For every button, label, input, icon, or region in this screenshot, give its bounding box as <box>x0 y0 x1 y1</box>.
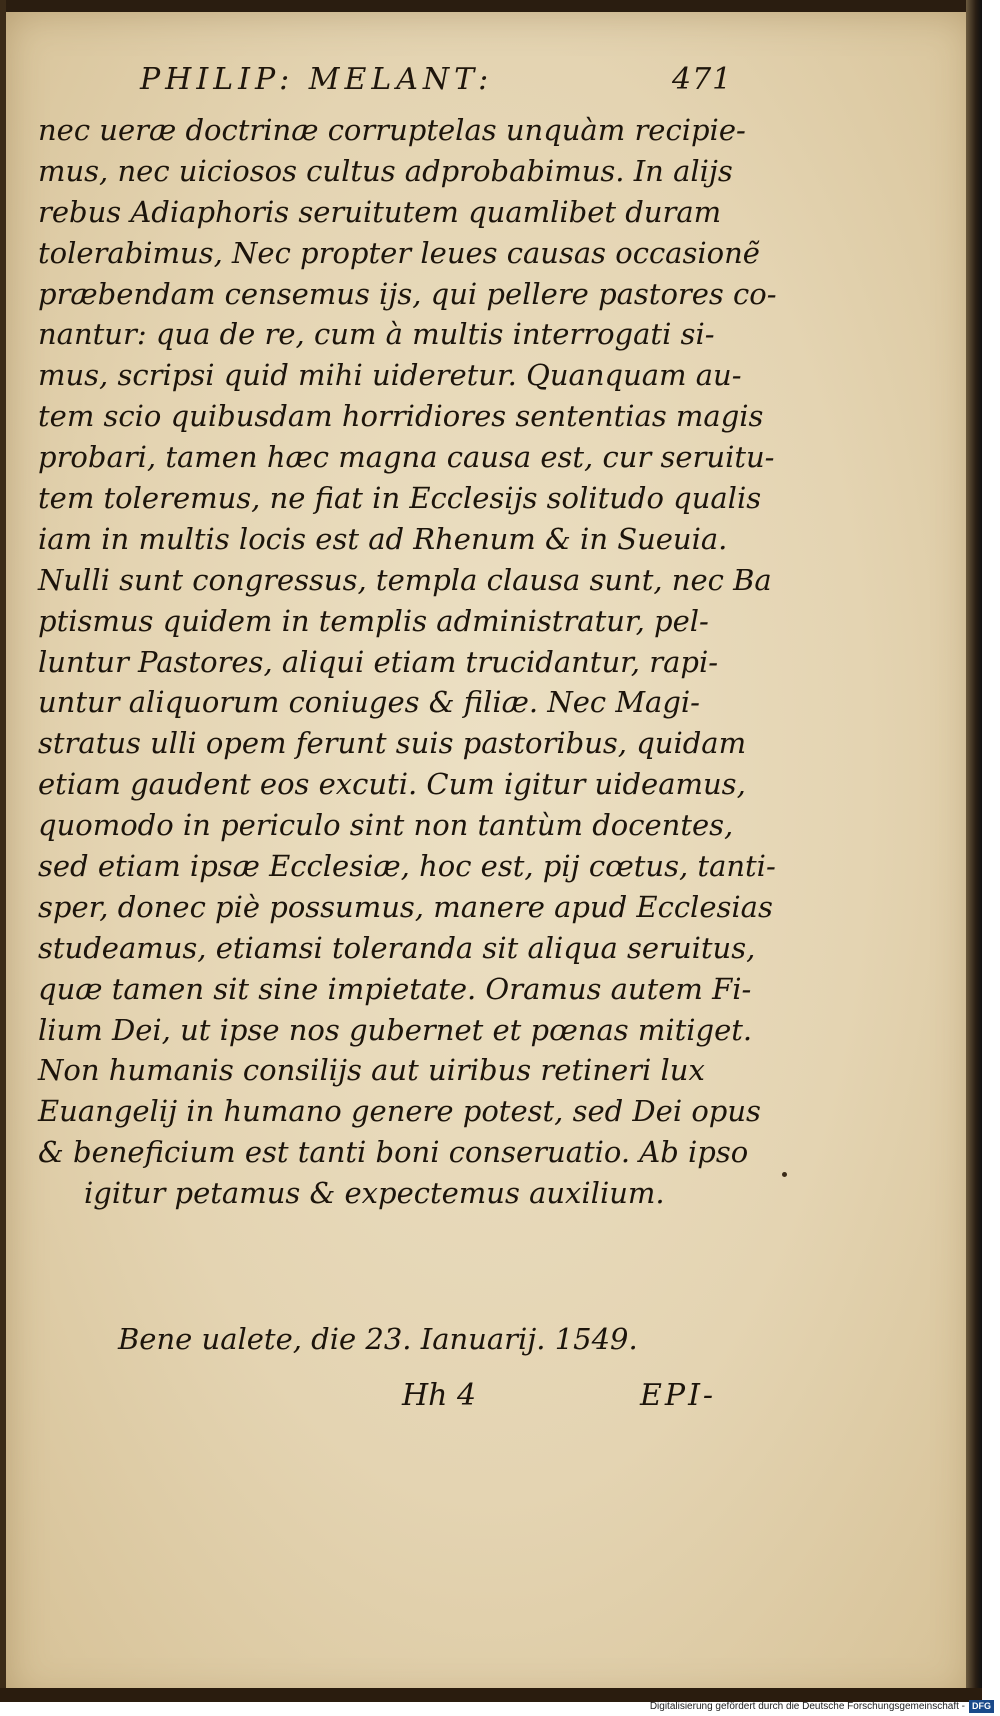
ink-speck <box>782 1172 787 1177</box>
running-head: PHILIP: MELANT: <box>140 62 494 97</box>
text-line: etiam gaudent eos excuti. Cum igitur uideamus, <box>38 767 746 802</box>
text-line: Nulli sunt congressus, templa clausa sunt, nec Ba <box>38 562 772 597</box>
text-line: Non humanis consilijs aut uiribus retineri lux <box>38 1053 705 1088</box>
signature-mark: Hh 4 <box>402 1378 477 1413</box>
text-line: mus, nec uiciosos cultus adprobabimus. In alijs <box>38 153 733 188</box>
text-line: mus, scripsi quid mihi uideretur. Quanquam au- <box>38 358 742 393</box>
text-line: ptismus quidem in templis administratur, pel- <box>38 603 709 638</box>
catchword: EPI- <box>640 1378 717 1413</box>
text-line: stratus ulli opem ferunt suis pastoribus, quidam <box>38 726 747 761</box>
text-line: untur aliquorum coniuges & filiæ. Nec Magi- <box>38 685 700 720</box>
text-line: studeamus, etiamsi toleranda sit aliqua seruitus, <box>38 930 756 965</box>
text-line: & beneficium est tanti boni conseruatio. Ab ipso <box>38 1135 749 1170</box>
text-line: iam in multis locis est ad Rhenum & in Sueuia. <box>38 521 728 556</box>
text-line: probari, tamen hæc magna causa est, cur seruitu- <box>38 440 775 475</box>
text-line: nantur: qua de re, cum à multis interrogati si- <box>38 317 715 352</box>
page-edge-right <box>966 0 982 1700</box>
text-line: sed etiam ipsæ Ecclesiæ, hoc est, pij cœtus, tanti- <box>38 849 776 884</box>
text-line: rebus Adiaphoris seruitutem quamlibet duram <box>38 194 722 229</box>
text-line: præbendam censemus ijs, qui pellere pastores co- <box>38 276 777 311</box>
credit-text: Digitalisierung gefördert durch die Deutsche Forschungsgemeinschaft - <box>649 1700 965 1712</box>
text-line: lium Dei, ut ipse nos gubernet et pœnas mitiget. <box>38 1012 753 1047</box>
text-line: sper, donec piè possumus, manere apud Ecclesias <box>38 889 773 924</box>
closing-line: Bene ualete, die 23. Ianuarij. 1549. <box>118 1322 638 1356</box>
dfg-logo-icon[interactable]: DFG <box>969 1700 994 1713</box>
text-line: tem scio quibusdam horridiores sententias magis <box>38 399 764 434</box>
text-line: quæ tamen sit sine impietate. Oramus autem Fi- <box>38 971 752 1006</box>
text-line: tolerabimus, Nec propter leues causas occasionẽ <box>38 235 760 270</box>
text-line: Euangelij in humano genere potest, sed Dei opus <box>38 1094 761 1129</box>
text-line-indented: igitur petamus & expectemus auxilium. <box>84 1176 665 1211</box>
digitization-credit <box>620 1698 994 1714</box>
body-text <box>38 110 777 1214</box>
page-number: 471 <box>672 62 733 97</box>
text-line: quomodo in periculo sint non tantùm docentes, <box>38 808 734 843</box>
text-line: tem toleremus, ne fiat in Ecclesijs solitudo qualis <box>38 481 762 516</box>
text-line: nec ueræ doctrinæ corruptelas unquàm recipie- <box>38 113 746 147</box>
text-line: luntur Pastores, aliqui etiam trucidantur, rapi- <box>38 644 719 679</box>
